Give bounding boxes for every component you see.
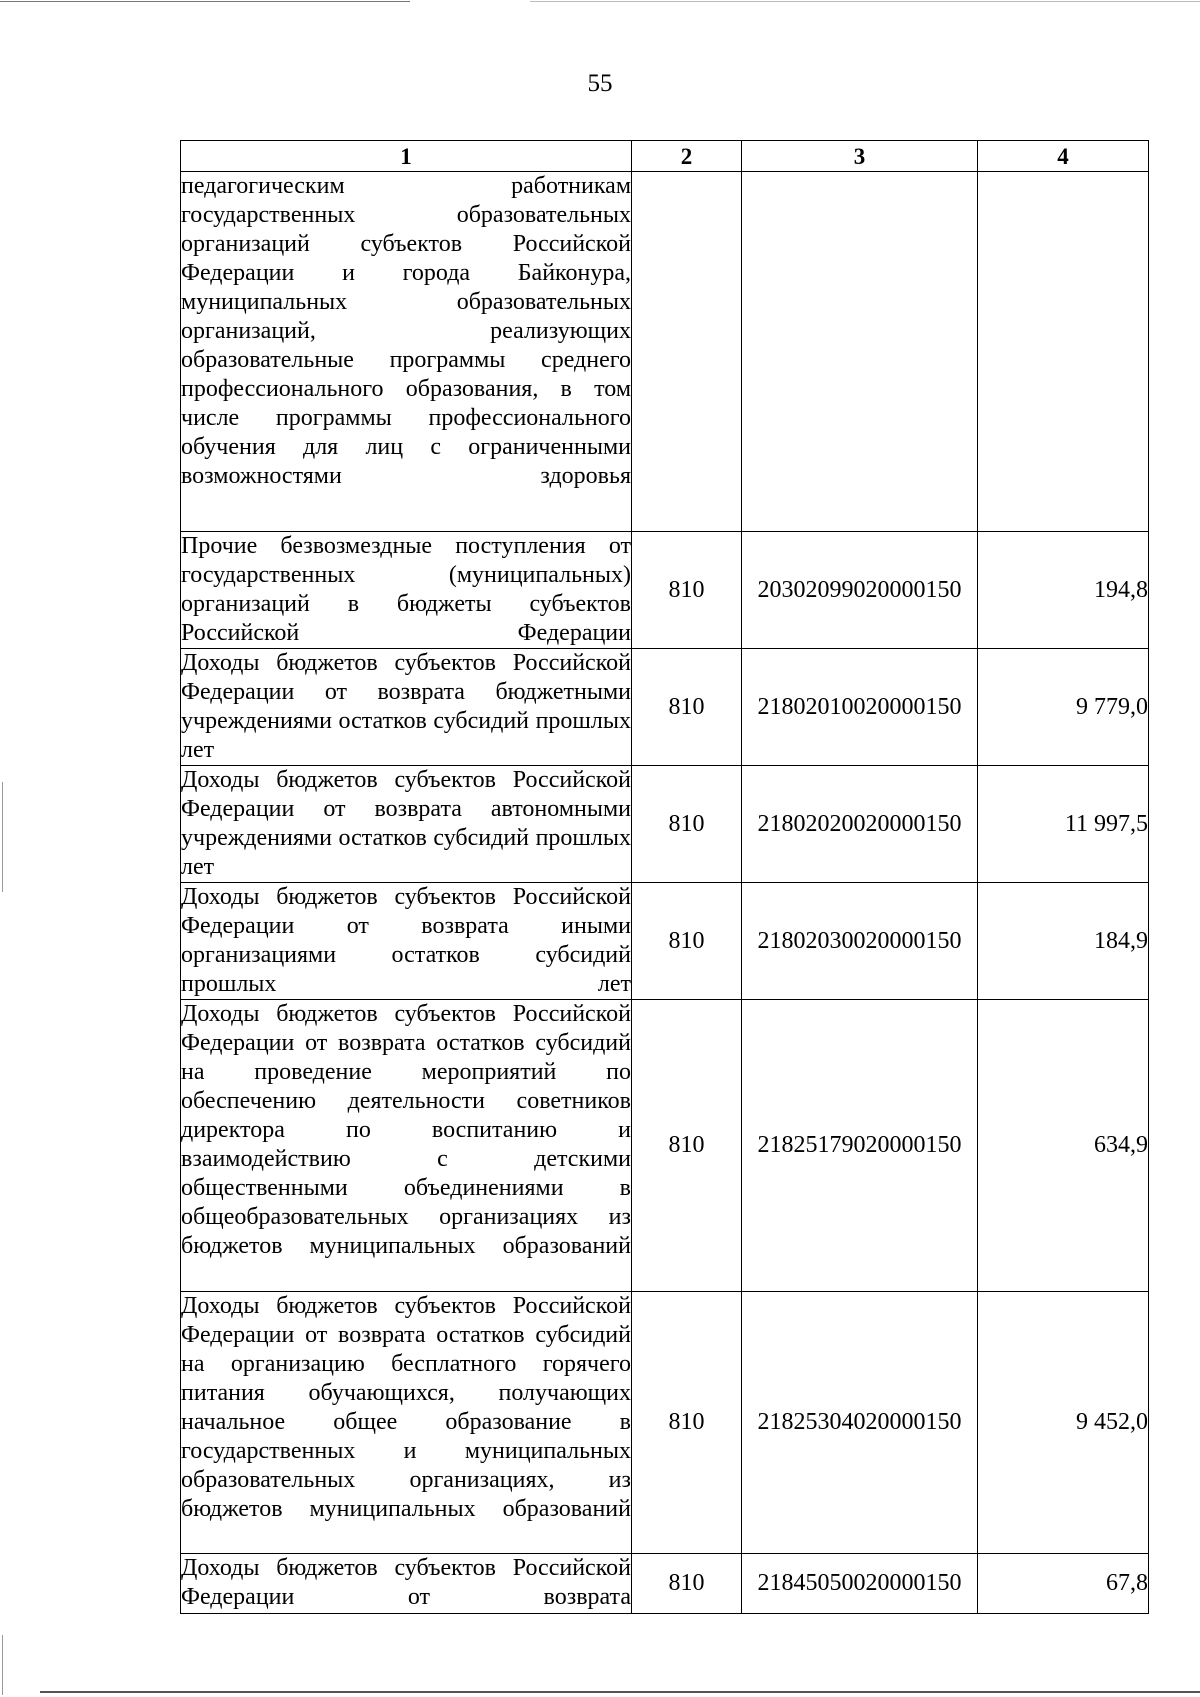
table-row [181, 172, 1149, 532]
row-description: Доходы бюджетов субъектов Российской Федерации от возврата остатков субсидий на организацию бесплатного горячего питания обучающихся, получающих начальное общее образование в государственных и муниципальных образовательных организациях, из бюджетов муниципальных образований [181, 1292, 632, 1554]
table-row [181, 1292, 1149, 1554]
column-header-4: 4 [978, 141, 1149, 172]
row-kbk-code: 21802010020000150 [742, 649, 978, 766]
row-admin-code: 810 [632, 532, 742, 649]
revenue-table [180, 140, 1149, 1614]
row-description: Прочие безвозмездные поступления от государственных (муниципальных) организаций в бюджеты субъектов Российской Федерации [181, 532, 632, 649]
row-description: Доходы бюджетов субъектов Российской Федерации от возврата иными организациями остатков субсидий прошлых лет [181, 883, 632, 1000]
row-admin-code: 810 [632, 1292, 742, 1554]
scan-artifact-line [0, 1, 410, 2]
page-number: 55 [587, 70, 613, 97]
column-header-2: 2 [632, 141, 742, 172]
column-header-1: 1 [181, 141, 632, 172]
row-amount: 184,9 [978, 883, 1149, 1000]
row-description: Доходы бюджетов субъектов Российской Федерации от возврата [181, 1554, 632, 1614]
table-row [181, 532, 1149, 649]
scan-artifact-line [40, 1691, 1200, 1693]
row-admin-code [632, 172, 742, 532]
row-kbk-code: 21845050020000150 [742, 1554, 978, 1614]
row-amount [978, 172, 1149, 532]
scan-artifact-line [2, 782, 3, 892]
row-kbk-code: 21802020020000150 [742, 766, 978, 883]
table-row [181, 1000, 1149, 1292]
row-amount: 9 779,0 [978, 649, 1149, 766]
row-admin-code: 810 [632, 649, 742, 766]
table-header-row [181, 141, 1149, 172]
row-kbk-code [742, 172, 978, 532]
row-description: Доходы бюджетов субъектов Российской Федерации от возврата остатков субсидий на проведение мероприятий по обеспечению деятельности советников директора по воспитанию и взаимодействию с детскими общественными объединениями в общеобразовательных организациях из бюджетов муниципальных образований [181, 1000, 632, 1292]
row-kbk-code: 21802030020000150 [742, 883, 978, 1000]
row-admin-code: 810 [632, 766, 742, 883]
table-row [181, 766, 1149, 883]
row-amount: 9 452,0 [978, 1292, 1149, 1554]
table-row [181, 649, 1149, 766]
row-description: Доходы бюджетов субъектов Российской Федерации от возврата автономными учреждениями остатков субсидий прошлых лет [181, 766, 632, 883]
row-kbk-code: 20302099020000150 [742, 532, 978, 649]
row-amount: 11 997,5 [978, 766, 1149, 883]
column-header-3: 3 [742, 141, 978, 172]
row-amount: 194,8 [978, 532, 1149, 649]
row-description: педагогическим работникам государственных образовательных организаций субъектов Российской Федерации и города Байконура, муниципальных образовательных организаций, реализующих образовательные программы среднего профессионального образования, в том числе программы профессионального обучения для лиц с ограниченными возможностями здоровья [181, 172, 632, 532]
scan-artifact-line [2, 1635, 3, 1695]
row-kbk-code: 21825304020000150 [742, 1292, 978, 1554]
scan-artifact-line [530, 1, 1200, 2]
row-kbk-code: 21825179020000150 [742, 1000, 978, 1292]
row-admin-code: 810 [632, 1000, 742, 1292]
row-admin-code: 810 [632, 1554, 742, 1614]
row-description: Доходы бюджетов субъектов Российской Федерации от возврата бюджетными учреждениями остатков субсидий прошлых лет [181, 649, 632, 766]
table-row [181, 883, 1149, 1000]
table-row [181, 1554, 1149, 1614]
row-admin-code: 810 [632, 883, 742, 1000]
row-amount: 67,8 [978, 1554, 1149, 1614]
row-amount: 634,9 [978, 1000, 1149, 1292]
